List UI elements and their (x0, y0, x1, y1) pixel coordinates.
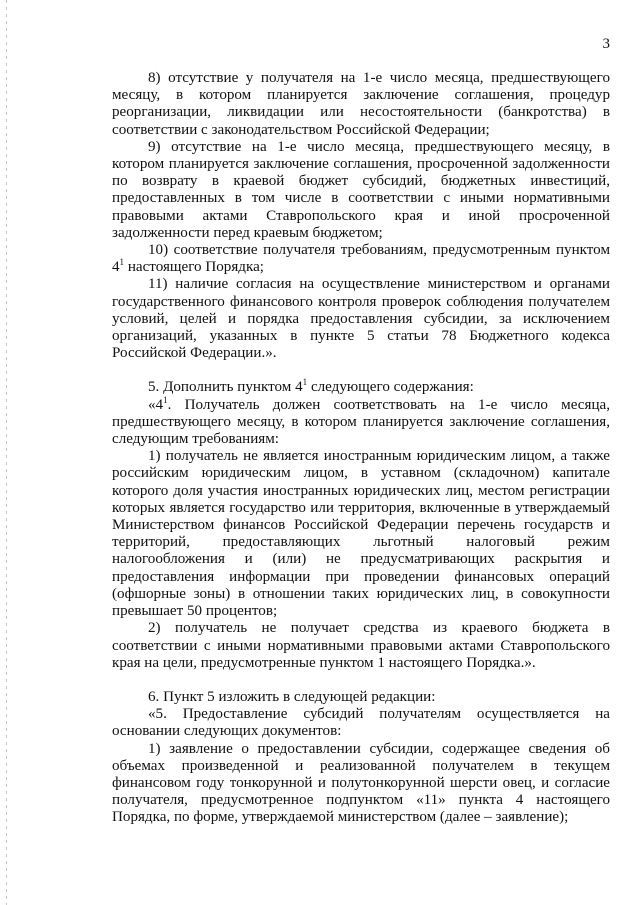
section-6-heading: 6. Пункт 5 изложить в следующей редакции: (148, 688, 436, 705)
requirement-2: 2) получатель не получает средства из краевого бюджета в соответствии с иными нормативными правовыми актами Ставропольского края на цели, предусмотренные пунктом 1 настоящего Порядка.». (112, 620, 610, 671)
section-5-heading-text-end: следующего содержания: (307, 379, 474, 396)
section-5-heading-superscript: 1 (302, 377, 308, 388)
page-number: 3 (602, 36, 610, 52)
document-body (112, 70, 610, 827)
item-9: 9) отсутствие на 1-е число месяца, предшествующего месяцу, в котором планируется заключение соглашения, просроченной задолженности по возврату в краевой бюджет субсидий, бюджетных инвестиций, предоставленных в том числе в соответствии с иными нормативными правовыми актами Ставропольского края и иной просроченной задолженности перед краевым бюджетом; (112, 138, 610, 241)
section-5-intro-text-end: . Получатель должен соответствовать на 1-е число месяца, предшествующего месяцу, в котором планируется заключение соглашения, следующим требованиям: (112, 396, 610, 448)
section-5-intro-text: «4 (148, 396, 164, 413)
section-6-intro: «5. Предоставление субсидий получателям осуществляется на основании следующих документов: (112, 706, 610, 740)
item-10-text: 10) соответствие получателя требованиям, предусмотренным пунктом 4 (112, 242, 610, 276)
section-5-intro-superscript: 1 (163, 394, 168, 405)
requirement-1: 1) получатель не является иностранным юридическим лицом, а также российским юридическим лицом, в уставном (складочном) капитале которого доля участия иностранных юридических лиц, местом регистрации которых является государство или территория, включенные в утверждаемый Министерством финансов Российской Федерации перечень государств и территорий, предоставляющих льготный налоговый режим налогообложения и (или) не предусматривающих раскрытия и предоставления информации при проведении финансовых операций (офшорные зоны) в отношении таких юридических лиц, в совокупности превышает 50 процентов; (112, 448, 610, 620)
item-10-superscript: 1 (119, 257, 125, 268)
item-10 (112, 242, 610, 276)
item-11: 11) наличие согласия на осуществление министерством и органами государственного финансового контроля проверок соблюдения получателем условий, целей и порядка предоставления субсидии, за исключением организаций, указанных в пункте 5 статьи 78 Бюджетного кодекса Российской Федерации.». (112, 276, 610, 362)
section-5-intro (112, 394, 610, 449)
section-5-heading (112, 379, 610, 396)
document-item-1: 1) заявление о предоставлении субсидии, содержащее сведения об объемах произведенной и реализованной получателем в текущем финансовом году тонкорунной и полутонкорунной шерсти овец, и согласие получателя, предусмотренное подпунктом «11» пункта 4 настоящего Порядка, по форме, утверждаемой министерством (далее – заявление); (112, 740, 610, 826)
item-10-text-end: настоящего Порядка; (124, 259, 264, 276)
section-5-heading-text: 5. Дополнить пунктом 4 (148, 379, 303, 396)
binding-edge (6, 0, 7, 905)
item-8: 8) отсутствие у получателя на 1-е число месяца, предшествующего месяцу, в котором планируется заключение соглашения, процедур реорганизации, ликвидации или несостоятельности (банкротства) в соответствии с законодательством Российской Федерации; (112, 70, 610, 138)
